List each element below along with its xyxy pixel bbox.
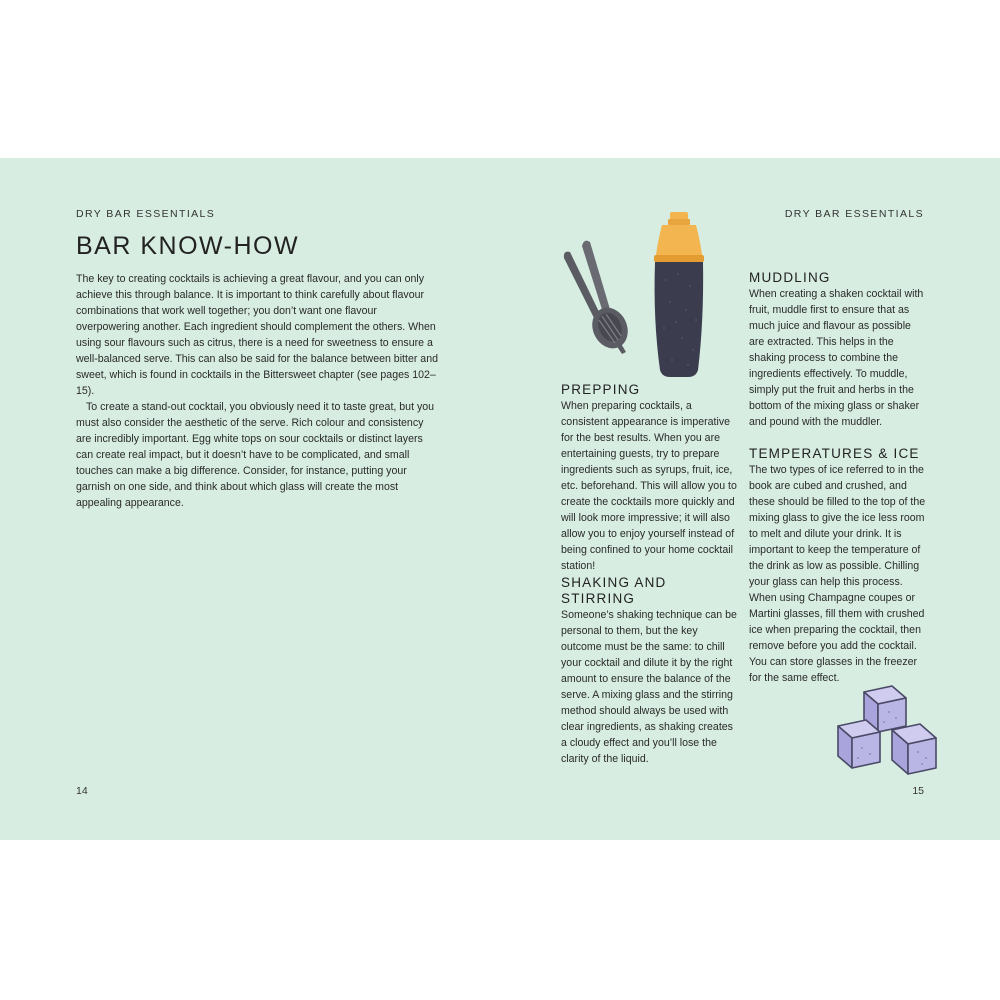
text-shaking-and-stirring: Someone’s shaking technique can be personal to them, but the key outcome must be the same: to chill your cocktail and dilute it by the right amount to ensure the balance of the serve. A mixing glass and the stirring method should always be used with clear ingredients, as shaking creates a cloudy effect and you’ll lose the clarity of the liquid. (561, 609, 737, 765)
section-shaking-and-stirring (561, 575, 739, 767)
section-muddling (749, 270, 927, 430)
heading-shaking-and-stirring: SHAKING AND STIRRING (561, 575, 667, 606)
heading-temperatures-and-ice: TEMPERATURES & ICE (749, 446, 920, 461)
page-number-left: 14 (76, 785, 88, 797)
page-number-right: 15 (912, 785, 924, 797)
heading-prepping: PREPPING (561, 382, 641, 397)
heading-muddling: MUDDLING (749, 270, 831, 285)
running-head-right: DRY BAR ESSENTIALS (784, 208, 924, 220)
book-spread (0, 158, 1000, 840)
ice-cubes-icon (834, 682, 944, 778)
page-title: BAR KNOW-HOW (76, 232, 300, 260)
text-temperatures-and-ice: The two types of ice referred to in the book are cubed and crushed, and these should be filled to the top of the mixing glass to give the ice less room to melt and dilute your drink. It is important to keep the temperature of the drink as low as possible. Chilling your glass can help this process. When using Champagne coupes or Martini glasses, fill them with crushed ice when preparing the cocktail, then remove before you add the cocktail. You can store glasses in the freezer for the same effect. (749, 464, 926, 684)
intro-paragraph-2: To create a stand-out cocktail, you obviously need it to taste great, but you must also consider the aesthetic of the serve. Rich colour and consistency are incredibly important. Egg white tops on sour cocktails or distinct layers can create real impact, but it doesn’t have to be complicated, and small touches can make a big difference. Consider, for instance, putting your garnish on one side, and think about which glass will create the most appealing appearance. (76, 401, 435, 509)
intro-paragraph-1: The key to creating cocktails is achieving a great flavour, and you can only achieve this through balance. It is important to think carefully about flavour combinations that work well together; you don’t want one flavour overpowering another. Each ingredient should complement the others. When using sour flavours such as citrus, there is a need for sweetness to ensure a well-balanced serve. This can also be said for the balance between bitter and sweet, which is found in cocktails in the Bittersweet chapter (see pages 102–15). (76, 273, 438, 397)
section-temperatures-and-ice (749, 446, 929, 686)
citrus-squeezer-icon (560, 236, 640, 361)
section-prepping (561, 382, 739, 574)
text-prepping: When preparing cocktails, a consistent appearance is imperative for the best results. When you are entertaining guests, try to prepare ingredients such as syrups, fruit, ice, etc. beforehand. This will allow you to create the cocktails more quickly and will look more impressive; it will also allow you to enjoy yourself instead of being confined to your home cocktail station! (561, 400, 737, 572)
text-muddling: When creating a shaken cocktail with fruit, muddle first to ensure that as much juice and flavour as possible are extracted. This helps in the shaking process to combine the ingredients effectively. To muddle, simply put the fruit and herbs in the bottom of the mixing glass or shaker and pound with the muddler. (749, 288, 924, 428)
cocktail-shaker-icon (648, 210, 708, 380)
intro-body (76, 271, 440, 511)
running-head-left: DRY BAR ESSENTIALS (76, 208, 216, 220)
